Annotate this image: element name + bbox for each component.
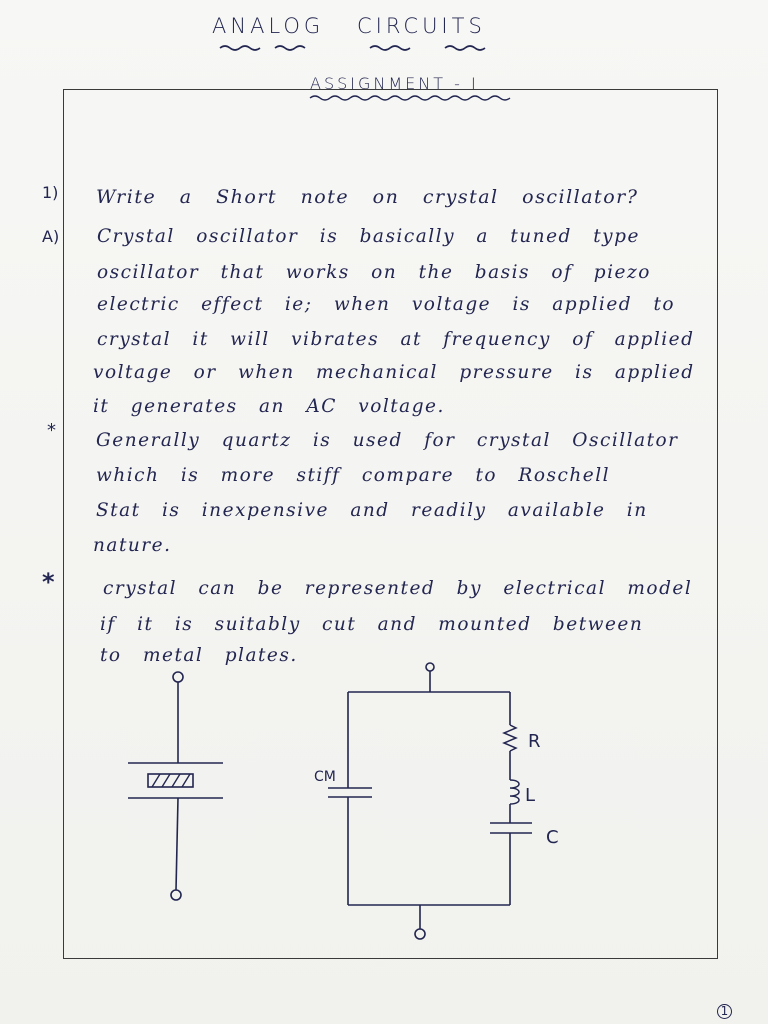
question-text: Write a Short note on crystal oscillator? [96,186,639,208]
answer-line: crystal it will vibrates at frequency of applied [97,329,695,350]
answer-line: voltage or when mechanical pressure is applied [93,362,695,383]
answer-line: to metal plates. [100,645,298,666]
crystal-symbol-diagram [118,665,238,905]
label-c: C [546,827,559,848]
answer-line: oscillator that works on the basis of piezo [97,262,651,283]
title-circuits: CIRCUITS [357,14,486,38]
answer-line: Stat is inexpensive and readily available in [96,500,648,521]
page-number: 1 [717,1004,732,1019]
answer-line: nature. [93,535,172,556]
answer-line: Crystal oscillator is basically a tuned type [97,226,640,247]
answer-marker: A) [42,227,60,246]
answer-line: which is more stiff compare to Roschell [96,465,611,486]
answer-line: Generally quartz is used for crystal Oscillator [96,430,679,451]
answer-line: it generates an AC voltage. [93,396,445,417]
title-analog: ANALOG [212,14,325,38]
answer-line: if it is suitably cut and mounted between [100,614,644,635]
label-r: R [528,731,541,752]
bullet-star: * [47,420,56,441]
title-underline [215,42,515,56]
question-number: 1) [42,183,59,202]
label-cm: CM [314,769,336,785]
answer-line: crystal can be represented by electrical model [103,578,693,599]
bullet-star: * [42,568,55,596]
crystal-equivalent-circuit [300,655,559,945]
assignment-subtitle: ASSIGNMENT - I [310,74,479,93]
label-l: L [525,785,536,806]
answer-line: electric effect ie; when voltage is applied to [97,294,676,315]
